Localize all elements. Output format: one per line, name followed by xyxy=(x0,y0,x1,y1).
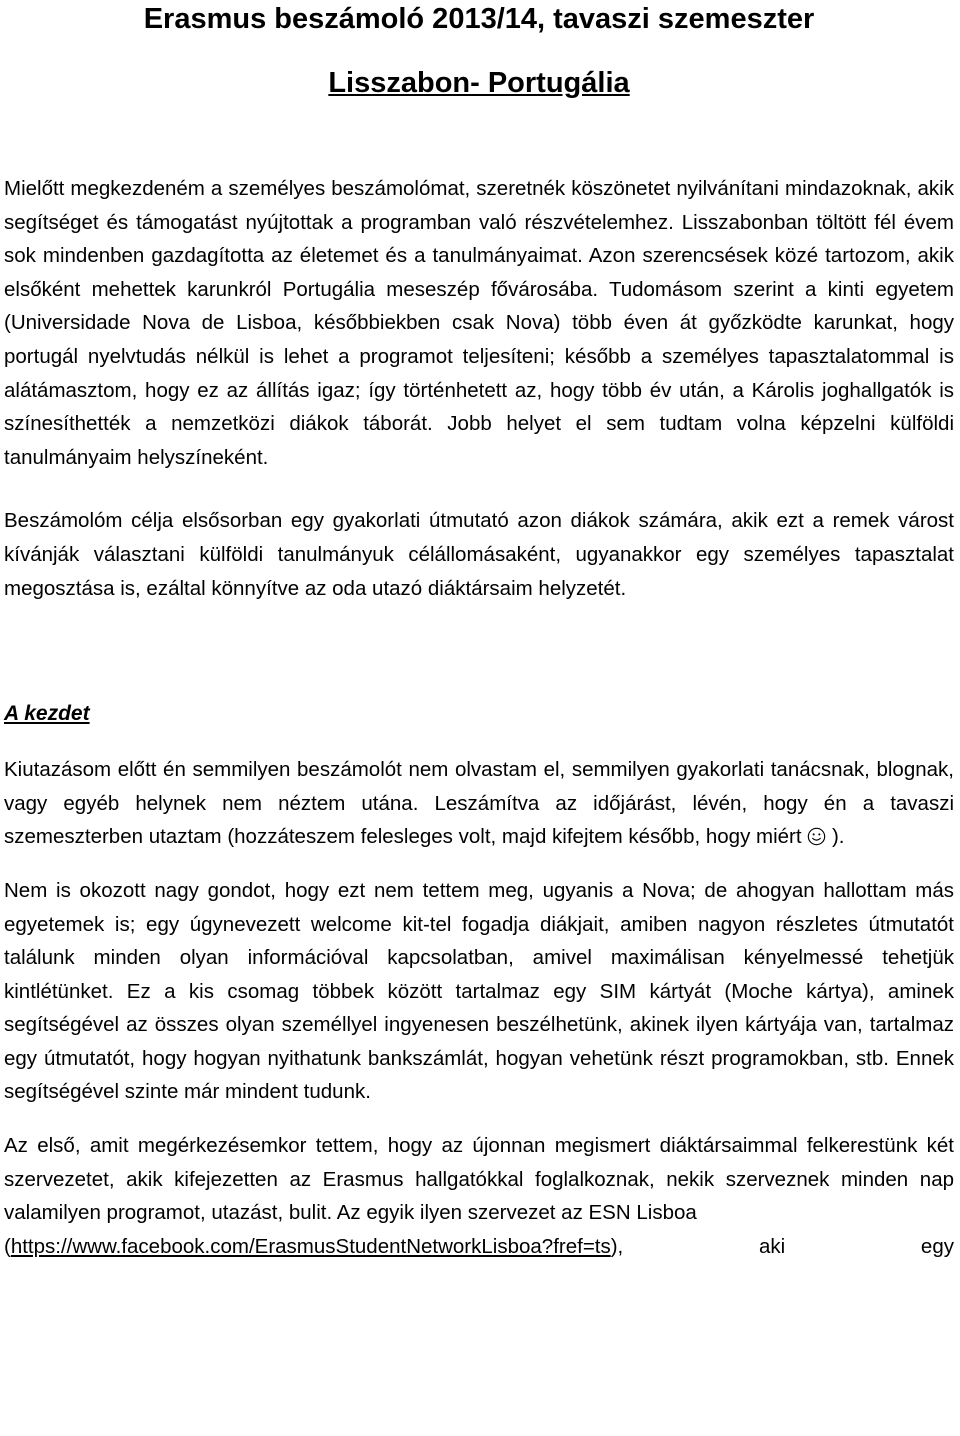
section-paragraph-1-text: Kiutazásom előtt én semmilyen beszámolót nem olvastam el, semmilyen gyakorlati tanácsnak, blognak, vagy egyéb helynek nem néztem utána. Leszámítva az időjárást, lévén, hogy én a tavaszi szemeszterben utaztam (hozzáteszem felesleges volt, majd kifejtem később, hogy miért xyxy=(4,758,954,849)
document-page xyxy=(4,0,954,1263)
section-paragraph-3: Az első, amit megérkezésemkor tettem, hogy az újonnan megismert diáktársaimmal felkerestünk két szervezetet, akik kifejezetten az Erasmus hallgatókkal foglalkoznak, nekik szerveznek minden nap valamilyen programot, utazást, bulit. Az egyik ilyen szervezet az ESN Lisboa xyxy=(4,1134,954,1225)
link-wrapper xyxy=(4,1230,623,1264)
trailing-word-1: aki xyxy=(758,1234,786,1258)
smiling-face-icon xyxy=(807,827,826,846)
trailing-word-2: egy xyxy=(920,1234,954,1258)
section-paragraph-1 xyxy=(4,753,954,854)
open-paren: ( xyxy=(4,1234,11,1258)
esn-lisboa-facebook-link[interactable]: https://www.facebook.com/ErasmusStudentNetworkLisboa?fref=ts xyxy=(10,1234,611,1258)
section-paragraph-1-end: ). xyxy=(826,825,845,849)
section-paragraph-3-last-line xyxy=(4,1230,954,1264)
document-title: Erasmus beszámoló 2013/14, tavaszi szemeszter xyxy=(143,3,815,35)
section-paragraph-2: Nem is okozott nagy gondot, hogy ezt nem tettem meg, ugyanis a Nova; de ahogyan hallottam más egyetemek is; egy úgynevezett welcome kit-tel fogadja diákjait, amiben nagyon részletes útmutatót találunk minden olyan információval kapcsolatban, amivel maximálisan kényelmessé tehetjük kintlétünket. Ez a kis csomag többek között tartalmaz egy SIM kártyát (Moche kártya), aminek segítségével az összes olyan személlyel ingyenesen beszélhetünk, akinek ilyen kártyája van, tartalmaz egy útmutatót, hogy hogyan nyithatunk bankszámlát, hogyan vehetünk részt programokban, stb. Ennek segítségével szinte már mindent tudunk. xyxy=(4,878,954,1104)
document-subtitle: Lisszabon- Portugália xyxy=(328,67,630,99)
intro-paragraph-2: Beszámolóm célja elsősorban egy gyakorlati útmutató azon diákok számára, akik ezt a remek várost kívánják választani külföldi tanulmányuk célállomásaként, ugyanakkor egy személyes tapasztalat megosztása is, ezáltal könnyítve az oda utazó diáktársaim helyzetét. xyxy=(4,509,954,600)
close-paren: ), xyxy=(610,1234,624,1258)
intro-paragraph-1: Mielőtt megkezdeném a személyes beszámolómat, szeretnék köszönetet nyilvánítani mindazoknak, akik segítséget és támogatást nyújtottak a programban való részvételemhez. Lisszabonban töltött fél évem sok mindenben gazdagította az életemet és a tanulmányaimat. Azon szerencsések közé tartozom, akik elsőként mehettek karunkról Portugália meseszép fővárosába. Tudomásom szerint a kinti egyetem (Universidade Nova de Lisboa, későbbiekben csak Nova) több éven át győzködte karunkat, hogy portugál nyelvtudás nélkül is lehet a programot teljesíteni; később a személyes tapasztalatommal is alátámasztom, hogy ez az állítás igaz; így történhetett az, hogy több év után, a Károlis joghallgatók is színesíthették a nemzetközi diákok táborát. Jobb helyet el sem tudtam volna képzelni külföldi tanulmányaim helyszíneként. xyxy=(4,177,954,469)
section-heading: A kezdet xyxy=(4,702,90,726)
